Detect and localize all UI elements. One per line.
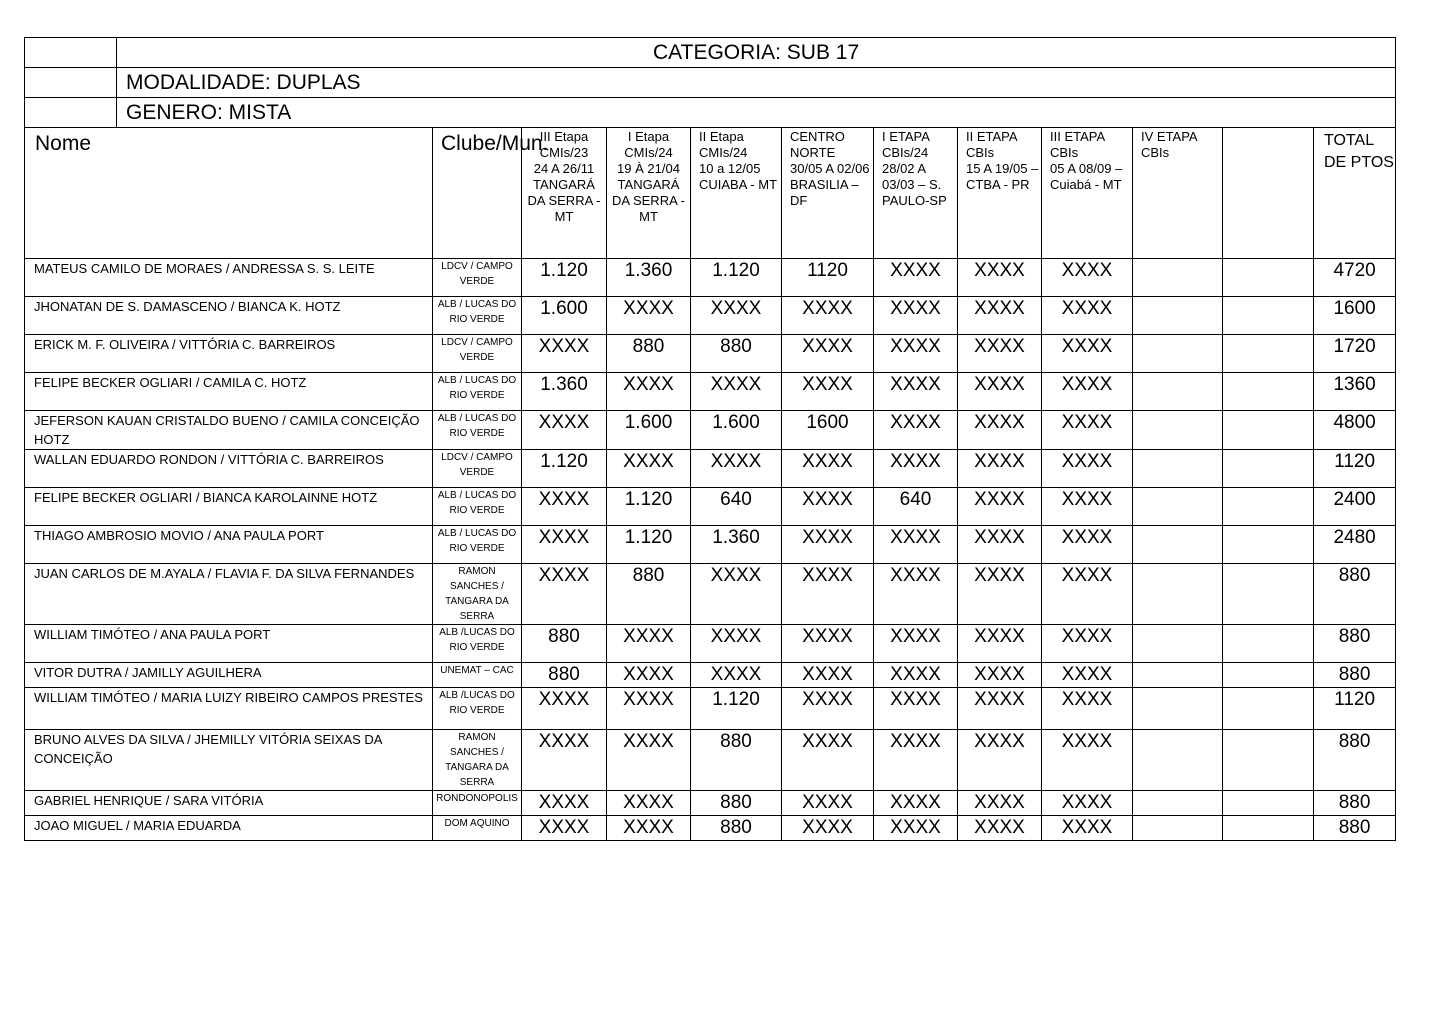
total-points: 4800: [1314, 411, 1396, 450]
stage-points: [1133, 688, 1223, 730]
stage-points: XXXX: [874, 373, 958, 411]
stage-points: 1600: [782, 411, 874, 450]
stage-points: XXXX: [782, 688, 874, 730]
stage-points: XXXX: [522, 730, 607, 791]
stage-points: [1133, 730, 1223, 791]
player-names: THIAGO AMBROSIO MOVIO / ANA PAULA PORT: [25, 526, 433, 564]
stage-label: II Etapa CMIs/24 10 a 12/05 CUIABA - MT: [699, 129, 778, 192]
stage-points: XXXX: [522, 488, 607, 526]
stage-points: [1133, 450, 1223, 488]
stage-points: XXXX: [1042, 335, 1133, 373]
stage-points: XXXX: [1042, 791, 1133, 816]
stage-label: I Etapa CMIs/24 19 À 21/04 TANGARÁ DA SERRA - MT: [612, 129, 685, 224]
stage-points: XXXX: [958, 564, 1042, 625]
total-points: 1720: [1314, 335, 1396, 373]
stage-points: XXXX: [958, 791, 1042, 816]
table-row: [25, 526, 1396, 564]
stage-points: 640: [691, 488, 782, 526]
stage-points: XXXX: [782, 816, 874, 841]
total-points: 1120: [1314, 688, 1396, 730]
stage-points: XXXX: [522, 526, 607, 564]
club-city: ALB / LUCAS DO RIO VERDE: [433, 411, 522, 450]
stage-points: XXXX: [522, 411, 607, 450]
column-header-stage: [607, 128, 691, 259]
column-header-total: TOTAL DE PTOS: [1314, 128, 1396, 259]
stage-points: 1.120: [691, 688, 782, 730]
total-points: 880: [1314, 663, 1396, 688]
categoria-label: CATEGORIA: SUB 17: [117, 38, 1396, 68]
stage-points: XXXX: [691, 297, 782, 335]
table-row: [25, 688, 1396, 730]
total-points: 2480: [1314, 526, 1396, 564]
column-header-stage: [1133, 128, 1223, 259]
stage-points: XXXX: [1042, 663, 1133, 688]
club-city: ALB / LUCAS DO RIO VERDE: [433, 526, 522, 564]
stage-points: [1223, 791, 1314, 816]
stage-points: [1133, 259, 1223, 297]
stage-points: 1.120: [607, 526, 691, 564]
player-names: FELIPE BECKER OGLIARI / CAMILA C. HOTZ: [25, 373, 433, 411]
stage-points: XXXX: [874, 526, 958, 564]
stage-points: 1.600: [607, 411, 691, 450]
player-names: VITOR DUTRA / JAMILLY AGUILHERA: [25, 663, 433, 688]
stage-label: II ETAPA CBIs 15 A 19/05 – CTBA - PR: [966, 129, 1039, 192]
stage-points: [1223, 564, 1314, 625]
stage-points: XXXX: [691, 663, 782, 688]
stage-points: [1223, 663, 1314, 688]
stage-points: XXXX: [782, 297, 874, 335]
stage-points: XXXX: [691, 373, 782, 411]
stage-points: [1223, 411, 1314, 450]
stage-points: XXXX: [874, 791, 958, 816]
club-city: RAMON SANCHES / TANGARA DA SERRA: [433, 564, 522, 625]
total-points: 880: [1314, 625, 1396, 663]
stage-points: XXXX: [958, 297, 1042, 335]
stage-points: XXXX: [958, 663, 1042, 688]
stage-points: XXXX: [782, 526, 874, 564]
column-header-stage: [691, 128, 782, 259]
stage-points: 880: [691, 816, 782, 841]
stage-points: XXXX: [958, 688, 1042, 730]
stage-points: 880: [522, 625, 607, 663]
club-city: DOM AQUINO: [433, 816, 522, 841]
stage-points: [1133, 297, 1223, 335]
stage-points: XXXX: [1042, 688, 1133, 730]
column-header-stage: [874, 128, 958, 259]
table-row: [25, 625, 1396, 663]
table-row: [25, 450, 1396, 488]
stage-points: [1223, 297, 1314, 335]
total-points: 1360: [1314, 373, 1396, 411]
table-row: [25, 488, 1396, 526]
stage-points: XXXX: [874, 816, 958, 841]
table-row: [25, 411, 1396, 450]
stage-points: [1133, 816, 1223, 841]
column-header-stage: [1042, 128, 1133, 259]
stage-points: [1223, 488, 1314, 526]
stage-label: CENTRO NORTE 30/05 A 02/06 BRASILIA – DF: [790, 129, 870, 208]
column-header-clube: Clube/Mun.: [433, 128, 522, 259]
stage-points: [1133, 411, 1223, 450]
stage-points: XXXX: [607, 816, 691, 841]
stage-points: XXXX: [1042, 450, 1133, 488]
stage-points: XXXX: [1042, 373, 1133, 411]
stage-points: XXXX: [1042, 625, 1133, 663]
stage-points: XXXX: [874, 335, 958, 373]
stage-points: XXXX: [958, 625, 1042, 663]
header-row-categoria: [25, 38, 1396, 68]
stage-points: 880: [607, 335, 691, 373]
club-city: RAMON SANCHES / TANGARA DA SERRA: [433, 730, 522, 791]
club-city: ALB / LUCAS DO RIO VERDE: [433, 373, 522, 411]
stage-points: [1133, 373, 1223, 411]
club-city: RONDONOPOLIS: [433, 791, 522, 816]
stage-points: 1.120: [522, 450, 607, 488]
stage-points: XXXX: [607, 450, 691, 488]
stage-points: XXXX: [782, 373, 874, 411]
stage-points: XXXX: [607, 688, 691, 730]
stage-points: XXXX: [782, 564, 874, 625]
table-row: [25, 335, 1396, 373]
stage-points: 1.360: [522, 373, 607, 411]
club-city: UNEMAT – CAC: [433, 663, 522, 688]
stage-points: XXXX: [522, 688, 607, 730]
player-names: JEFERSON KAUAN CRISTALDO BUENO / CAMILA CONCEIÇÃO HOTZ: [25, 411, 433, 450]
stage-points: XXXX: [607, 625, 691, 663]
ranking-table: [24, 37, 1396, 841]
stage-points: XXXX: [1042, 488, 1133, 526]
player-names: JHONATAN DE S. DAMASCENO / BIANCA K. HOTZ: [25, 297, 433, 335]
header-row-genero: [25, 98, 1396, 128]
total-points: 880: [1314, 816, 1396, 841]
player-names: WILLIAM TIMÓTEO / MARIA LUIZY RIBEIRO CAMPOS PRESTES: [25, 688, 433, 730]
stage-points: XXXX: [874, 450, 958, 488]
player-names: WILLIAM TIMÓTEO / ANA PAULA PORT: [25, 625, 433, 663]
stage-points: XXXX: [607, 663, 691, 688]
stage-points: XXXX: [874, 663, 958, 688]
stage-points: [1223, 335, 1314, 373]
column-header-stage: [1223, 128, 1314, 259]
stage-label: III Etapa CMIs/23 24 A 26/11 TANGARÁ DA SERRA - MT: [527, 129, 601, 224]
stage-points: [1223, 259, 1314, 297]
stage-points: [1133, 625, 1223, 663]
table-row: [25, 730, 1396, 791]
stage-points: [1133, 488, 1223, 526]
stage-points: XXXX: [958, 450, 1042, 488]
club-city: LDCV / CAMPO VERDE: [433, 335, 522, 373]
stage-label: III ETAPA CBIs 05 A 08/09 – Cuiabá - MT: [1050, 129, 1123, 192]
stage-points: XXXX: [874, 411, 958, 450]
total-points: 4720: [1314, 259, 1396, 297]
stage-points: XXXX: [782, 488, 874, 526]
club-city: ALB / LUCAS DO RIO VERDE: [433, 488, 522, 526]
stage-points: 1.120: [607, 488, 691, 526]
stage-points: XXXX: [691, 564, 782, 625]
stage-points: XXXX: [691, 625, 782, 663]
stage-points: XXXX: [874, 297, 958, 335]
stage-points: 880: [691, 730, 782, 791]
table-row: [25, 564, 1396, 625]
player-names: MATEUS CAMILO DE MORAES / ANDRESSA S. S. LEITE: [25, 259, 433, 297]
stage-points: XXXX: [782, 791, 874, 816]
club-city: ALB / LUCAS DO RIO VERDE: [433, 297, 522, 335]
club-city: ALB /LUCAS DO RIO VERDE: [433, 688, 522, 730]
stage-points: [1223, 373, 1314, 411]
stage-points: XXXX: [607, 730, 691, 791]
stage-points: XXXX: [874, 625, 958, 663]
stage-points: XXXX: [782, 663, 874, 688]
stage-points: 880: [691, 335, 782, 373]
stage-points: XXXX: [1042, 259, 1133, 297]
genero-label: GENERO: MISTA: [117, 98, 1396, 128]
table-row: [25, 816, 1396, 841]
stage-points: XXXX: [522, 335, 607, 373]
stage-points: XXXX: [1042, 564, 1133, 625]
player-names: WALLAN EDUARDO RONDON / VITTÓRIA C. BARREIROS: [25, 450, 433, 488]
stage-points: XXXX: [522, 791, 607, 816]
club-city: ALB /LUCAS DO RIO VERDE: [433, 625, 522, 663]
stage-points: XXXX: [958, 488, 1042, 526]
stage-points: [1133, 791, 1223, 816]
table-row: [25, 373, 1396, 411]
stage-points: XXXX: [782, 335, 874, 373]
header-spacer: [25, 38, 117, 68]
column-header-stage: [782, 128, 874, 259]
stage-points: XXXX: [522, 816, 607, 841]
player-names: GABRIEL HENRIQUE / SARA VITÓRIA: [25, 791, 433, 816]
stage-points: XXXX: [958, 373, 1042, 411]
stage-points: XXXX: [958, 730, 1042, 791]
stage-points: XXXX: [1042, 411, 1133, 450]
stage-points: XXXX: [958, 335, 1042, 373]
column-header-nome: Nome: [25, 128, 433, 259]
table-row: [25, 791, 1396, 816]
player-names: FELIPE BECKER OGLIARI / BIANCA KAROLAINNE HOTZ: [25, 488, 433, 526]
stage-points: [1223, 450, 1314, 488]
stage-points: XXXX: [691, 450, 782, 488]
stage-points: XXXX: [1042, 730, 1133, 791]
player-names: BRUNO ALVES DA SILVA / JHEMILLY VITÓRIA SEIXAS DA CONCEIÇÃO: [25, 730, 433, 791]
stage-points: XXXX: [1042, 816, 1133, 841]
stage-points: XXXX: [1042, 297, 1133, 335]
player-names: ERICK M. F. OLIVEIRA / VITTÓRIA C. BARREIROS: [25, 335, 433, 373]
total-points: 880: [1314, 730, 1396, 791]
stage-points: XXXX: [958, 259, 1042, 297]
player-names: JUAN CARLOS DE M.AYALA / FLAVIA F. DA SILVA FERNANDES: [25, 564, 433, 625]
modalidade-label: MODALIDADE: DUPLAS: [117, 68, 1396, 98]
total-points: 880: [1314, 564, 1396, 625]
stage-points: XXXX: [958, 411, 1042, 450]
stage-points: [1223, 688, 1314, 730]
table-row: [25, 259, 1396, 297]
table-row: [25, 297, 1396, 335]
total-points: 2400: [1314, 488, 1396, 526]
stage-points: [1223, 730, 1314, 791]
ranking-sheet: [24, 37, 1395, 841]
stage-points: XXXX: [607, 297, 691, 335]
total-points: 880: [1314, 791, 1396, 816]
stage-points: 1.120: [691, 259, 782, 297]
column-header-row: [25, 128, 1396, 259]
stage-points: XXXX: [874, 730, 958, 791]
stage-points: [1223, 625, 1314, 663]
stage-points: 1.360: [691, 526, 782, 564]
stage-points: 1.120: [522, 259, 607, 297]
player-names: JOAO MIGUEL / MARIA EDUARDA: [25, 816, 433, 841]
stage-points: XXXX: [782, 730, 874, 791]
table-row: [25, 663, 1396, 688]
stage-points: 880: [607, 564, 691, 625]
stage-points: 1.360: [607, 259, 691, 297]
stage-points: 880: [522, 663, 607, 688]
stage-points: XXXX: [782, 625, 874, 663]
stage-points: XXXX: [522, 564, 607, 625]
stage-points: 1120: [782, 259, 874, 297]
stage-points: XXXX: [958, 816, 1042, 841]
stage-points: XXXX: [874, 564, 958, 625]
stage-points: XXXX: [958, 526, 1042, 564]
stage-points: XXXX: [874, 688, 958, 730]
stage-points: [1223, 816, 1314, 841]
total-points: 1120: [1314, 450, 1396, 488]
stage-points: 1.600: [522, 297, 607, 335]
stage-points: XXXX: [607, 791, 691, 816]
header-spacer: [25, 68, 117, 98]
stage-points: [1133, 335, 1223, 373]
stage-points: [1223, 526, 1314, 564]
stage-points: XXXX: [1042, 526, 1133, 564]
header-spacer: [25, 98, 117, 128]
stage-points: XXXX: [607, 373, 691, 411]
header-row-modalidade: [25, 68, 1396, 98]
total-points: 1600: [1314, 297, 1396, 335]
stage-points: XXXX: [874, 259, 958, 297]
column-header-stage: [958, 128, 1042, 259]
stage-label: I ETAPA CBIs/24 28/02 A 03/03 – S. PAULO-SP: [882, 129, 947, 208]
stage-points: 1.600: [691, 411, 782, 450]
stage-label: IV ETAPA CBIs: [1141, 129, 1197, 160]
club-city: LDCV / CAMPO VERDE: [433, 450, 522, 488]
stage-points: 640: [874, 488, 958, 526]
stage-points: 880: [691, 791, 782, 816]
stage-points: [1133, 564, 1223, 625]
club-city: LDCV / CAMPO VERDE: [433, 259, 522, 297]
stage-points: [1133, 663, 1223, 688]
stage-points: [1133, 526, 1223, 564]
stage-points: XXXX: [782, 450, 874, 488]
